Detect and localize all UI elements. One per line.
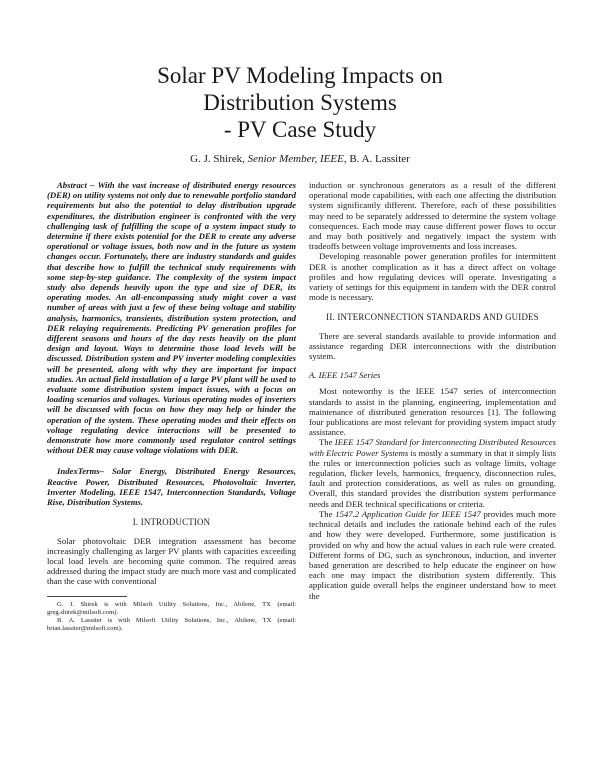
- standards-intro-paragraph: There are several standards available to provide information and assistance regarding DER interconnections with the distribution system.: [309, 330, 556, 362]
- section-heading-standards: II. INTERCONNECTION STANDARDS AND GUIDES: [326, 312, 539, 323]
- intro-paragraph: Solar photovoltaic DER integration assessment has become increasingly challenging as larger PV plants with capacities exceeding local load levels are becoming quite common. The required areas addressed during the impact study are much more vast and complicated than the case with conventional: [47, 535, 296, 587]
- ieee1547-paragraph-2: [309, 437, 556, 508]
- author-line: [0, 153, 600, 165]
- subsection-heading-ieee1547: A. IEEE 1547 Series: [309, 370, 381, 381]
- p6-guide-title: 1547.2 Application Guide for IEEE 1547: [335, 508, 481, 519]
- left-column: [47, 180, 296, 633]
- index-terms-lead: IndexTerms: [57, 466, 100, 477]
- author-1-role: Senior Member, IEEE,: [247, 153, 347, 165]
- right-column: [309, 180, 556, 601]
- ieee1547-paragraph-3: [309, 509, 556, 601]
- p6-pre: The: [319, 508, 336, 519]
- title-line-3: - PV Case Study: [223, 117, 377, 142]
- p5-pre: The: [319, 437, 335, 448]
- author-2-name: B. A. Lassiter: [349, 153, 410, 165]
- paper-title: [0, 62, 600, 143]
- title-line-2: Distribution Systems: [203, 90, 397, 115]
- ieee1547-paragraph-1: Most noteworthy is the IEEE 1547 series of interconnection standards to assist in the planning, engineering, implementation and maintenance of distributed generation resources [1]. The following four publications are most relevant for providing system impact study assistance.: [309, 386, 556, 438]
- abstract: [47, 180, 296, 455]
- footnote-rule: [47, 596, 127, 597]
- footnote-2: B. A. Lassiter is with Milsoft Utility Solutions, Inc., Abilene, TX (email: brian.lassiter@milsoft.com).: [47, 616, 296, 632]
- title-line-1: Solar PV Modeling Impacts on: [157, 63, 443, 88]
- right-paragraph-2: Developing reasonable power generation profiles for intermittent DER is another complication as it has a direct affect on voltage profiles and how regulating devices will operate. Investigating a variety of settings for this equipment in tandem with the DER control mode is necessary.: [309, 251, 556, 303]
- p5-standard-title: IEEE 1547 Standard for Interconnecting Distributed Resources with Electric Power Systems: [309, 437, 556, 458]
- author-1-name: G. J. Shirek,: [190, 153, 245, 165]
- p6-post: provides much more technical details and includes the rationale behind each of the rules and how they were developed. Furthermore, some justification is provided on why and how the actual values in each rule were created. Different forms of DG, such as synchronous, induction, and inverter based generation are described to help educate the engineer on how each one may impact the distribution system differently. This application guide overall helps the engineer understand how to meet the: [309, 508, 556, 601]
- right-paragraph-1: induction or synchronous generators as a result of the different operational mode capabilities, with each one affecting the distribution system significantly different. Therefore, each of these possibilities may need to be separately addressed to determine the system voltage consequences. Each mode may cause different power flows to occur and may both positively and negatively impact the system with tradeoffs between voltage improvements and loss increases.: [309, 180, 556, 252]
- abstract-lead: Abstract: [57, 180, 87, 190]
- abstract-text: – With the vast increase of distributed energy resources (DER) on utility systems not only due to renewable portfolio standard requirements but also the potential to delay distribution upgrade expenditures, the distribution engineer is confronted with the very challenging task of fulfilling the scope of a system impact study to determine if there exists potential for the DER to create any adverse operational or voltage issues, both now and in the future as system changes occur. Fortunately, there are industry standards and guides that describe how to fulfill the technical study requirements with some step-by-step guidance. The complexity of the system impact study also depends heavily upon the type and size of DER, its operating modes. An all-encompassing study might cover a vast number of areas with just a few of these being voltage and stability analysis, harmonics, transients, distribution system protection, and DER relaying requirements. Predicting PV generation profiles for different seasons and hours of the day rests heavily on the plant design and layout. Ways to determine those load levels will be discussed. Distribution system and PV inverter modeling complexities will be presented, along with why they are important for impact studies. An actual field installation of a large PV plant will be used to evaluate some distribution system impact issues, with a focus on loading scenarios and voltages. Various operating modes of inverters will be discussed with focus on how they may help or hinder the operation of the system. These operating modes and their effects on voltage regulating device interactions will be presented to demonstrate how more commonly used regulator control settings without DER may cause voltage violations with DER.: [47, 180, 296, 456]
- index-terms: [47, 466, 296, 507]
- index-terms-text: – Solar Energy, Distributed Energy Resources, Reactive Power, Distributed Resources, Photovoltaic Inverter, Inverter Modeling, IEEE 1547, Interconnection Standards, Voltage Rise, Distribution Systems.: [47, 466, 296, 508]
- p5-post: is mostly a summary in that it simply lists the rules or interconnection policies such as voltage limits, voltage regulation, flicker levels, harmonics, frequency, disconnection rules, fault and protection considerations, as well as rules on grounding. Overall, this standard provides the distribution system performance needs and DER technical specifications or criteria.: [309, 447, 556, 509]
- section-heading-introduction: I. INTRODUCTION: [132, 517, 211, 528]
- footnote-1: G. J. Shirek is with Milsoft Utility Solutions, Inc., Abilene, TX (email: greg.shirek@milsoft.com).: [47, 600, 296, 616]
